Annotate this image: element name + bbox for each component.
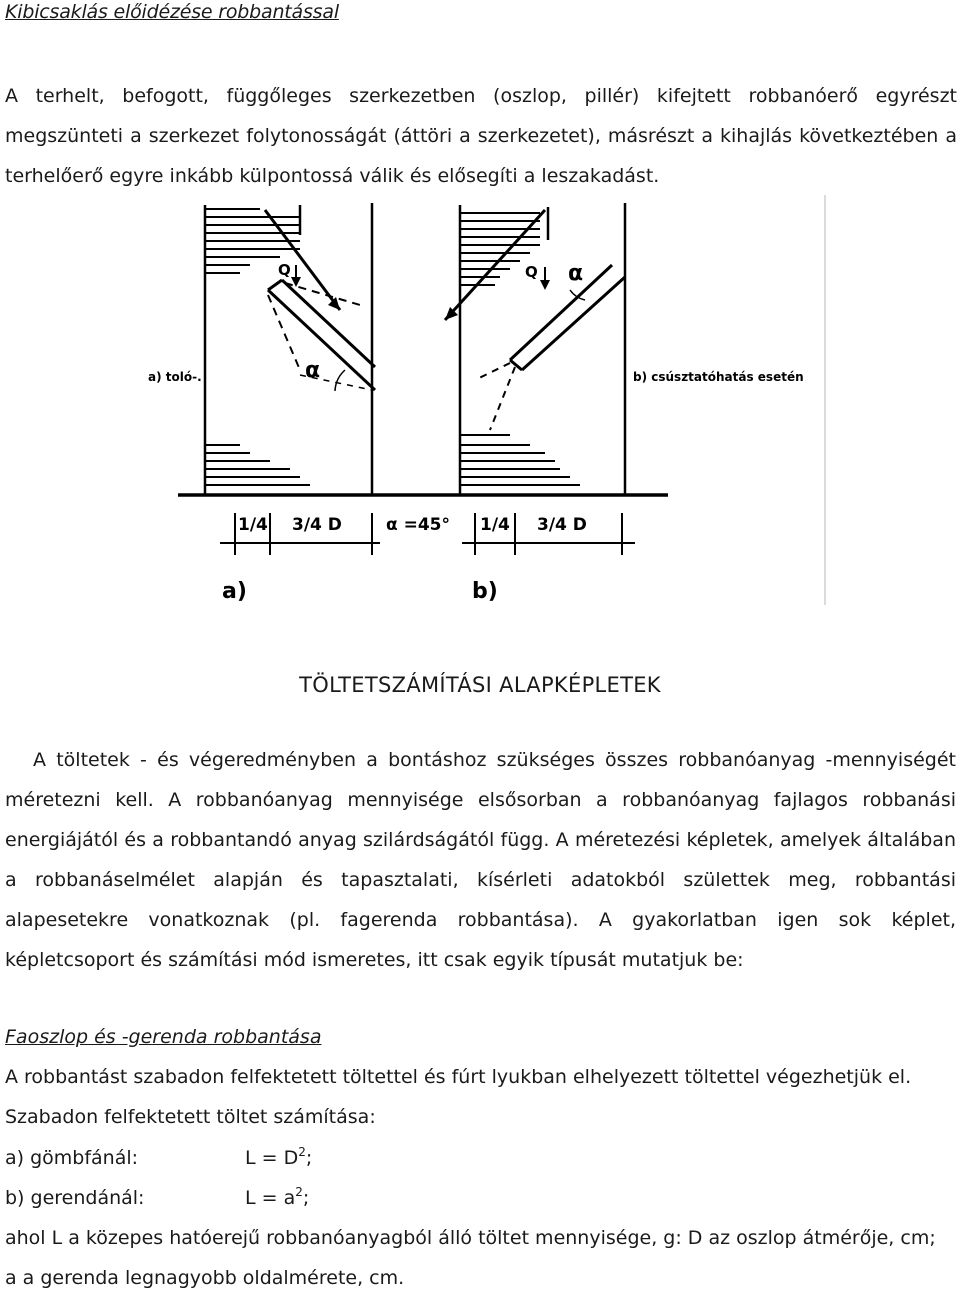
formula-b-expr: L = a: [245, 1187, 296, 1209]
formula-b: [5, 1187, 309, 1209]
column-b-drawing: [445, 203, 625, 495]
q-label-a: Q: [278, 261, 291, 279]
formula-b-end: ;: [302, 1187, 310, 1209]
formula-a-label: a) gömbfánál:: [5, 1147, 139, 1169]
formula-a-end: ;: [305, 1147, 313, 1169]
formula-b-exp: 2: [295, 1185, 303, 1199]
text-line-4: a a gerenda legnagyobb oldalmérete, cm.: [5, 1267, 405, 1289]
section-title: Kibicsaklás előidézése robbantással: [5, 1, 339, 23]
label-a-side: a) toló-.: [148, 370, 202, 384]
formula-a-exp: 2: [298, 1145, 306, 1159]
q-label-b: Q: [525, 263, 538, 281]
dim-three-quarter-b: 3/4 D: [537, 515, 587, 535]
dim-three-quarter-a: 3/4 D: [292, 515, 342, 535]
body-paragraph-text: A töltetek - és végeredményben a bontáshoz szükséges összes robbanóanyag -mennyiségét méretezni kell. A robbanóanyag mennyisége elsősorban a robbanóanyag fajlagos robbanási energiájától és a robbantandó anyag szilárdságától függ. A méretezési képletek, amelyek általában a robbanáselmélet alapján és tapasztalati, kísérleti adatokból születtek meg, robbantási alapesetekre vonatkoznak (pl. fagerenda robbantása). A gyakorlatban igen sok képlet, képletcsoport és számítási mód ismeretes, itt csak egyik típusát mutatjuk be:: [5, 749, 956, 971]
section-heading: TÖLTETSZÁMÍTÁSI ALAPKÉPLETEK: [299, 673, 661, 697]
formula-a-expr: L = D: [245, 1147, 299, 1169]
formula-a: [5, 1147, 312, 1169]
caption-a: a): [222, 579, 247, 604]
text-line-3: ahol L a közepes hatóerejű robbanóanyagból álló töltet mennyisége, g: D az oszlop átmérője, cm;: [5, 1227, 936, 1249]
column-a-drawing: [205, 203, 375, 495]
label-b-side: b) csúsztatóhatás esetén: [633, 370, 804, 384]
alpha-label-a: α: [305, 358, 321, 383]
column-buckling-figure: [0, 195, 960, 615]
dim-quarter-a: 1/4: [238, 515, 268, 535]
alpha-label-b: α: [568, 261, 584, 286]
caption-b: b): [472, 579, 498, 604]
text-line-1: A robbantást szabadon felfektetett töltettel és fúrt lyukban elhelyezett töltettel végezhetjük el.: [5, 1066, 912, 1088]
text-line-2: Szabadon felfektetett töltet számítása:: [5, 1106, 376, 1128]
buckling-diagram: [0, 195, 960, 615]
subheading: Faoszlop és -gerenda robbantása: [5, 1026, 322, 1048]
intro-paragraph: A terhelt, befogott, függőleges szerkezetben (oszlop, pillér) kifejtett robbanóerő egyrészt megszünteti a szerkezet folytonosságát (áttöri a szerkezetet), másrészt a kihajlás következtében a terhelőerő egyre inkább külpontossá válik és elősegíti a leszakadást.: [5, 85, 957, 187]
dim-quarter-b: 1/4: [480, 515, 510, 535]
formula-b-label: b) gerendánál:: [5, 1187, 145, 1209]
alpha-eq: α =45°: [386, 515, 450, 535]
body-paragraph: [5, 740, 956, 980]
